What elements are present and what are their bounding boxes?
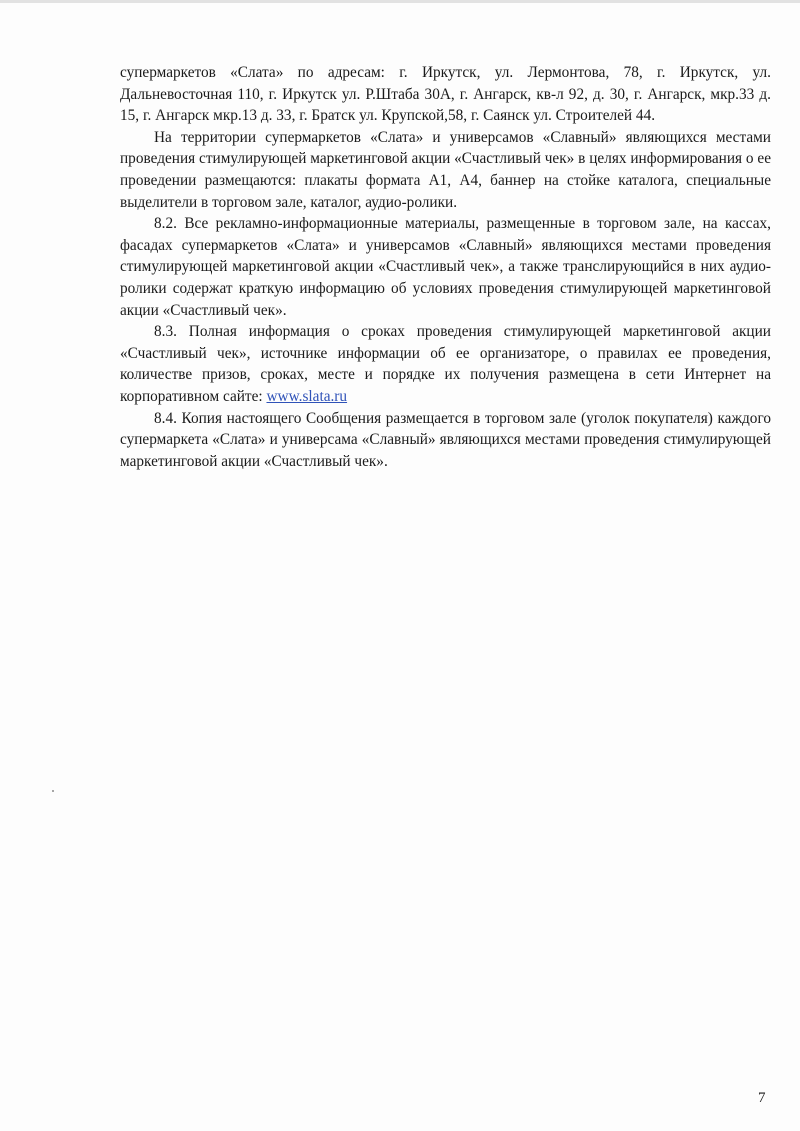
paragraph-8-4: 8.4. Копия настоящего Сообщения размещается в торговом зале (уголок покупателя) каждого супермаркета «Слата» и универсама «Славный» являющихся местами проведения стимулирующей маркетинговой акции «Счастливый чек». (120, 409, 771, 470)
paragraph-8-3 (120, 321, 771, 407)
scan-speck (52, 790, 54, 792)
paragraph-promo-materials: На территории супермаркетов «Слата» и универсамов «Славный» являющихся местами проведения стимулирующей маркетинговой акции «Счастливый чек» в целях информирования о ее проведении размещаются: плакаты формата А1, А4, баннер на стойке каталога, специальные выделители в торговом зале, каталог, аудио-ролики. (120, 128, 771, 211)
document-body (120, 62, 771, 472)
website-link[interactable]: www.slata.ru (266, 387, 348, 405)
page-number: 7 (758, 1090, 766, 1106)
paragraph-8-3-text: 8.3. Полная информация о сроках проведения стимулирующей маркетинговой акции «Счастливый чек», источнике информации об ее организаторе, о правилах ее проведения, количестве призов, сроках, месте и порядке их получения размещена в сети Интернет на корпоративном сайте: (120, 323, 771, 405)
scan-edge (0, 0, 800, 3)
paragraph-8-2: 8.2. Все рекламно-информационные материалы, размещенные в торговом зале, на кассах, фасадах супермаркетов «Слата» и универсамов «Славный» являющихся местами проведения стимулирующей маркетинговой акции «Счастливый чек», а также транслирующийся в них аудио-ролики содержат краткую информацию об условиях проведения стимулирующей маркетинговой акции «Счастливый чек». (120, 215, 771, 319)
paragraph-addresses: супермаркетов «Слата» по адресам: г. Иркутск, ул. Лермонтова, 78, г. Иркутск, ул. Дальневосточная 110, г. Иркутск ул. Р.Штаба 30А, г. Ангарск, кв-л 92, д. 30, г. Ангарск, мкр.33 д. 15, г. Ангарск мкр.13 д. 33, г. Братск ул. Крупской,58, г. Саянск ул. Строителей 44. (120, 64, 771, 125)
